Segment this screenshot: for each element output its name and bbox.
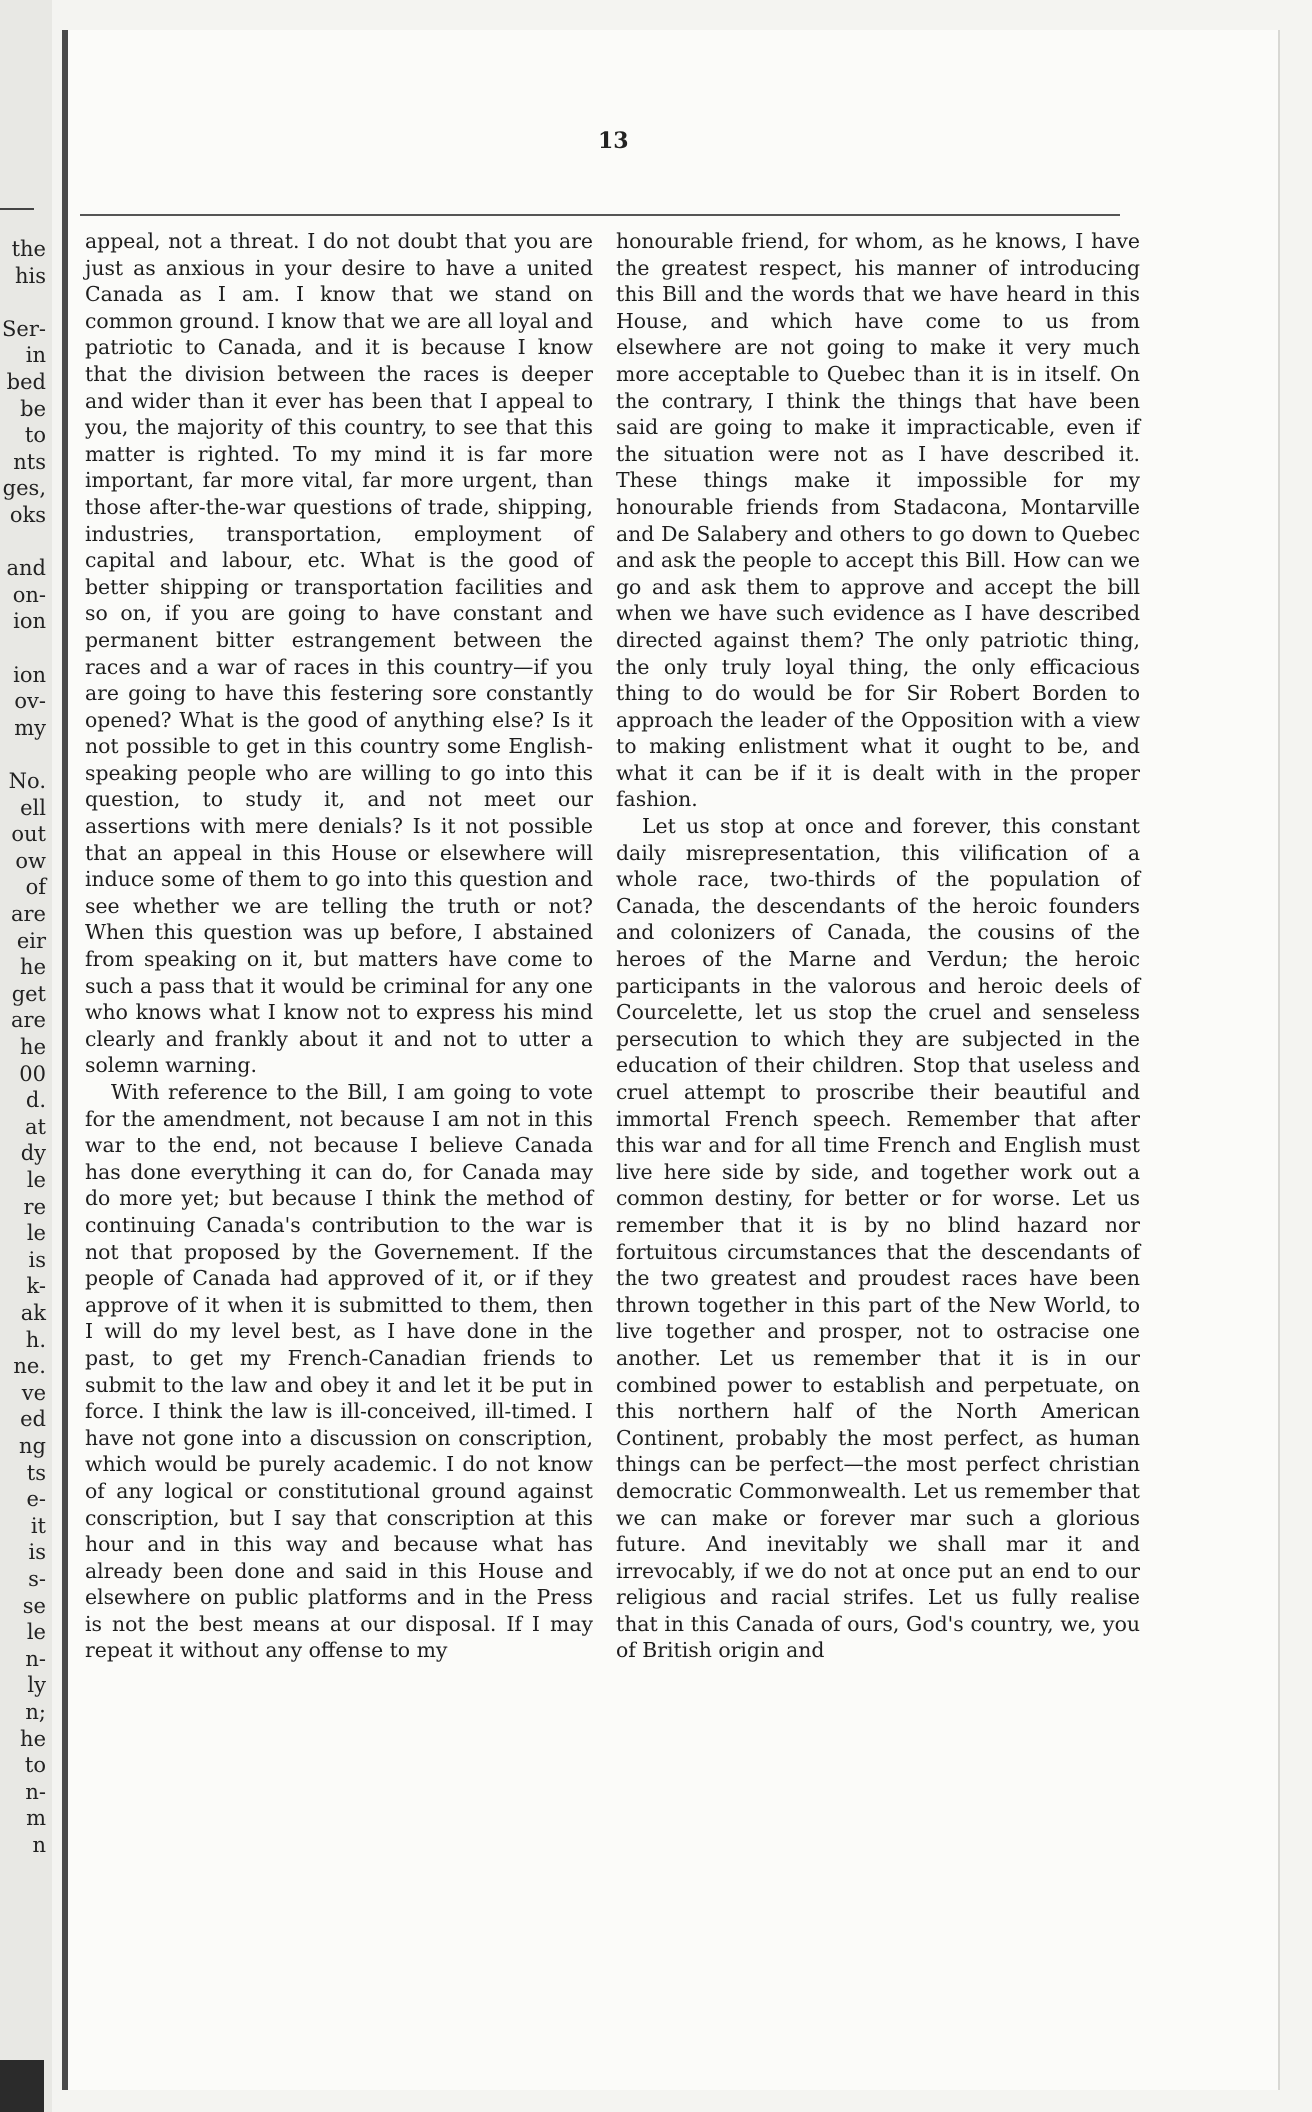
adjacent-page-rule [0,208,34,210]
adjacent-page-word: n- [25,1646,46,1671]
paragraph: With reference to the Bill, I am going to vote for the amendment, not because I am not in this war to the end, not because I believe Canada has done everything it can do, for Canada may do more yet; but because I think the method of continuing Canada's contribution to the war is not that proposed by the Governement. If the people of Canada had approved of it, or if they approve of it when it is submitted to them, then I will do my level best, as I have done in the past, to get my French-Canadian friends to submit to the law and obey it and let it be put in force. I think the law is ill-conceived, ill-timed. I have not gone into a discussion on conscription, which would be purely academic. I do not know of any logical or constitutional ground against conscription, but I say that conscription at this hour and in this way and because what has already been done and said in this House and elsewhere on public platforms and in the Press is not the best means at our disposal. If I may repeat it without any offense to my [85,1080,593,1663]
adjacent-page-word: e- [26,1487,46,1512]
adjacent-page-word: le [26,1168,46,1192]
adjacent-page-word: ell [20,795,46,820]
adjacent-page-word: is [28,1540,46,1565]
adjacent-page-word: ne. [13,1354,46,1379]
adjacent-page-word: dy [20,1141,46,1166]
adjacent-page-word: k- [26,1274,46,1299]
adjacent-page-word: on- [12,582,46,607]
adjacent-page-word: n [32,1833,46,1857]
adjacent-page-word: he [20,1726,46,1751]
adjacent-page-word: are [11,1008,46,1033]
adjacent-page-word: my [14,715,46,740]
adjacent-page-word: ak [20,1301,46,1325]
adjacent-page-word: it [30,1513,46,1538]
adjacent-page-word: nts [13,449,46,474]
adjacent-page-word: are [11,902,46,926]
adjacent-page-word: at [25,1114,46,1139]
adjacent-page-word: ow [15,848,46,873]
adjacent-page-word: re [23,1194,46,1219]
adjacent-page-word: be [20,396,46,421]
adjacent-page-word: out [11,822,46,847]
adjacent-page-word: le [26,1221,46,1246]
adjacent-page-word: to [24,423,46,448]
adjacent-page-word: d. [25,1088,46,1113]
adjacent-page-word: of [25,875,46,900]
header-rule [80,214,1120,216]
text-column-left [85,228,593,1664]
adjacent-page-word: eir [16,928,46,953]
adjacent-page-word: bed [6,370,46,394]
adjacent-page-word: the [11,237,46,261]
adjacent-page-fragment [0,0,52,2112]
page-number: 13 [598,128,629,154]
adjacent-page-word: Ser- [2,316,46,341]
adjacent-page-word: m [26,1806,46,1831]
adjacent-page-word: le [26,1620,46,1645]
adjacent-page-word: ng [19,1434,46,1458]
adjacent-page-word: in [25,343,46,368]
binding-edge [0,2060,44,2112]
text-column-right [616,228,1140,1664]
adjacent-page-word: 00 [19,1061,46,1086]
adjacent-page-word: ges, [2,476,46,501]
adjacent-page-word: he [20,1035,46,1059]
adjacent-page-word: ve [21,1380,46,1405]
adjacent-page-word: his [14,263,46,288]
adjacent-page-word: ov- [14,689,46,714]
adjacent-page-word: No. [8,769,46,793]
adjacent-page-word: n; [25,1700,46,1724]
adjacent-page-word: and [6,556,46,581]
adjacent-page-word: to [24,1753,46,1778]
adjacent-page-word: h. [25,1327,46,1352]
adjacent-page-word: ion [13,609,46,634]
paragraph: Let us stop at once and forever, this constant daily misrepresentation, this vilification of a whole race, two-thirds of the population of Canada, the descendants of the heroic founders and colonizers of Canada, the cousins of the heroes of the Marne and Verdun; the heroic participants in the valorous and heroic deels of Courcelette, let us stop the cruel and senseless persecution to which they are subjected in the education of their children. Stop that useless and cruel attempt to proscribe their beautiful and immortal French speech. Remember that after this war and for all time French and English must live here side by side, and together work out a common destiny, for better or for worse. Let us remember that it is by no blind hazard nor fortuitous circumstances that the descendants of the two greatest and proudest races have been thrown together in this part of the New World, to live together and prosper, not to ostracise one another. Let us remember that it is in our combined power to establish and perpetuate, on this northern half of the North American Continent, probably the most perfect, as human things can be perfect—the most perfect christian democratic Commonwealth. Let us remember that we can make or forever mar such a glorious future. And inevitably we shall mar it and irrevocably, if we do not at once put an end to our religious and racial strifes. Let us fully realise that in this Canada of ours, God's country, we, you of British origin and [616,814,1140,1663]
adjacent-page-word: ed [20,1407,46,1432]
adjacent-page-word: ts [26,1460,46,1485]
adjacent-page-word: s- [28,1567,46,1591]
paragraph: honourable friend, for whom, as he knows, I have the greatest respect, his manner of introducing this Bill and the words that we have heard in this House, and which have come to us from elsewhere are not going to make it very much more acceptable to Quebec than it is in itself. On the contrary, I think the things that have been said are going to make it impracticable, even if the situation were not as I have described it. These things make it impossible for my honourable friends from Stadacona, Montarville and De Salabery and others to go down to Quebec and ask the people to accept this Bill. How can we go and ask them to approve and accept the bill when we have such evidence as I have described directed against them? The only patriotic thing, the only truly loyal thing, the only efficacious thing to do would be for Sir Robert Borden to approach the leader of the Opposition with a view to making enlistment what it ought to be, and what it can be if it is dealt with in the proper fashion. [616,229,1140,812]
adjacent-page-word: ly [27,1673,46,1698]
paragraph: appeal, not a threat. I do not doubt that you are just as anxious in your desire to have a united Canada as I am. I know that we stand on common ground. I know that we are all loyal and patriotic to Canada, and it is because I know that the division between the races is deeper and wider than it ever has been that I appeal to you, the majority of this country, to see that this matter is righted. To my mind it is far more important, far more vital, far more urgent, than those after-the-war questions of trade, shipping, industries, transportation, employment of capital and labour, etc. What is the good of better shipping or transportation facilities and so on, if you are going to have constant and permanent bitter estrangement between the races and a war of races in this country—if you are going to have this festering sore constantly opened? What is the good of anything else? Is it not possible to get in this country some English-speaking people who are willing to go into this question, to study it, and not meet our assertions with mere denials? Is it not possible that an appeal in this House or elsewhere will induce some of them to go into this question and see whether we are telling the truth or not? When this question was up before, I abstained from speaking on it, but matters have come to such a pass that it would be criminal for any one who knows what I know not to express his mind clearly and frankly about it and not to utter a solemn warning. [85,229,593,1078]
adjacent-page-word: ion [13,662,46,687]
adjacent-page-word: n- [25,1779,46,1804]
adjacent-page-word: is [28,1247,46,1272]
adjacent-page-word: oks [9,503,46,527]
adjacent-page-word: he [20,955,46,980]
adjacent-page-word: get [11,981,46,1006]
adjacent-page-word: se [22,1593,46,1618]
